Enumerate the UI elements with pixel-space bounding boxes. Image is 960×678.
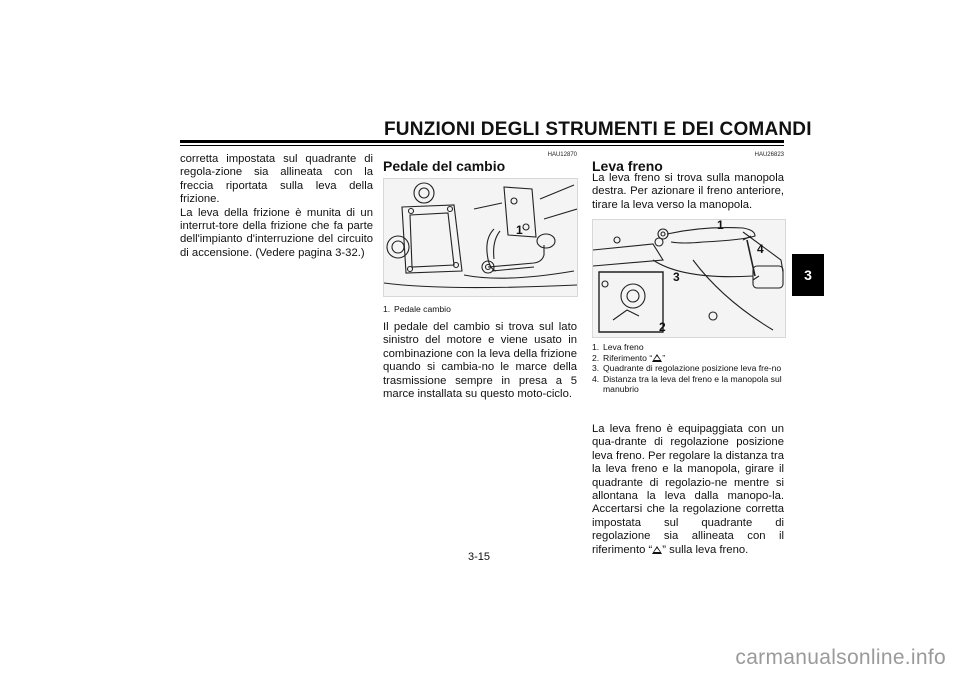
chapter-tab: 3 — [792, 254, 824, 296]
header-rule-thin — [180, 145, 784, 146]
column-1 — [180, 153, 373, 260]
figure-callout: 1 — [717, 219, 724, 232]
shift-pedal-figure — [383, 178, 578, 297]
caption-item: 1. Leva freno — [592, 342, 644, 352]
section-heading: Leva freno — [592, 158, 663, 174]
caption-item: 1. Pedale cambio — [383, 304, 451, 314]
figure-callout: 3 — [673, 270, 680, 284]
figure-caption — [592, 342, 784, 395]
caption-item: 2. Riferimento “ ” — [592, 352, 666, 363]
page-title: FUNZIONI DEGLI STRUMENTI E DEI COMANDI — [384, 119, 812, 140]
figure-caption — [383, 304, 576, 315]
paragraph: La leva della frizione è munita di un interrut-tore della frizione che fa parte dell'impianto d'interruzione del circuito di accensione. (Vedere pagina 3-32.) — [180, 206, 373, 259]
shift-pedal-illustration — [384, 179, 577, 296]
header-rule — [180, 140, 784, 143]
body-text: Il pedale del cambio si trova sul lato sinistro del motore e viene usato in combinazione con la leva della frizione quando si cambia-no le marce della trasmissione sempre in presa a 5 marce installata su questo moto-ciclo. — [383, 321, 577, 401]
figure-callout: 2 — [659, 320, 666, 334]
figure-callout: 1 — [516, 223, 523, 237]
figure-callout: 4 — [757, 242, 764, 256]
page-number: 3-15 — [468, 551, 491, 563]
triangle-mark-icon — [652, 354, 662, 362]
watermark: carmanualsonline.info — [735, 646, 946, 669]
section-heading: Pedale del cambio — [383, 158, 506, 174]
intro-text: La leva freno si trova sulla manopola destra. Per azionare il freno anteriore, tirare la leva verso la manopola. — [592, 172, 784, 211]
caption-item: 3. Quadrante di regolazione posizione leva fre-no — [592, 363, 782, 373]
section-code: HAU12870 — [547, 152, 577, 158]
paragraph: corretta impostata sul quadrante di regola-zione sia allineata con la freccia riportata sulla leva della frizione. — [180, 153, 373, 206]
section-code: HAU26823 — [754, 152, 784, 158]
caption-item: 4. Distanza tra la leva del freno e la manopola sul manubrio — [592, 373, 782, 394]
body-text: La leva freno è equipaggiata con un qua-drante di regolazione posizione leva freno. Per regolare la distanza tra la leva freno e la manopola, girare il quadrante di regolazio-ne mentre si allontana la leva dalla manopo-la. Accertarsi che la regolazione corretta impostata sul quadrante di regolazione sia allineata con il riferimento “ ” sulla leva freno. — [592, 423, 784, 556]
brake-lever-illustration — [593, 220, 785, 337]
triangle-mark-icon — [652, 546, 662, 554]
brake-lever-figure — [592, 219, 786, 338]
